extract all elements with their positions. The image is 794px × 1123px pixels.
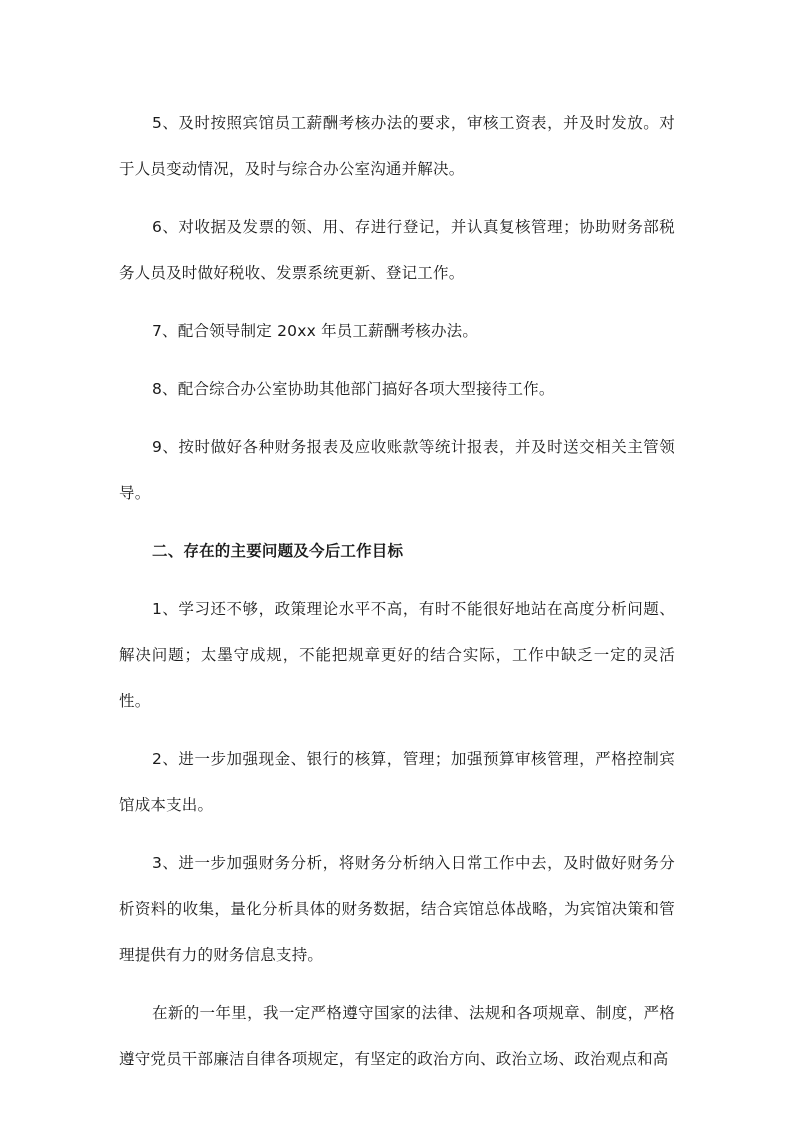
closing-paragraph: 在新的一年里，我一定严格遵守国家的法律、法规和各项规章、制度，严格遵守党员干部廉洁自律各项规定，有坚定的政治方向、政治立场、政治观点和高 (119, 1004, 675, 1068)
section-heading: 二、存在的主要问题及今后工作目标 (152, 542, 404, 560)
paragraph-item-5: 5、及时按照宾馆员工薪酬考核办法的要求，审核工资表，并及时发放。对于人员变动情况，及时与综合办公室沟通并解决。 (119, 114, 675, 178)
paragraph-item-7: 7、配合领导制定 20xx 年员工薪酬考核办法。 (152, 322, 479, 340)
issue-item-3: 3、进一步加强财务分析，将财务分析纳入日常工作中去，及时做好财务分析资料的收集，量化分析具体的财务数据，结合宾馆总体战略，为宾馆决策和管理提供有力的财务信息支持。 (119, 854, 675, 964)
issue-item-2: 2、进一步加强现金、银行的核算，管理；加强预算审核管理，严格控制宾馆成本支出。 (119, 750, 675, 814)
paragraph-item-6: 6、对收据及发票的领、用、存进行登记，并认真复核管理；协助财务部税务人员及时做好税收、发票系统更新、登记工作。 (119, 218, 675, 282)
document-page (119, 100, 675, 1082)
issue-item-1: 1、学习还不够，政策理论水平不高，有时不能很好地站在高度分析问题、解决问题；太墨守成规，不能把规章更好的结合实际，工作中缺乏一定的灵活性。 (119, 600, 675, 710)
paragraph-item-8: 8、配合综合办公室协助其他部门搞好各项大型接待工作。 (152, 380, 555, 398)
paragraph-item-9: 9、按时做好各种财务报表及应收账款等统计报表，并及时送交相关主管领导。 (119, 438, 675, 502)
